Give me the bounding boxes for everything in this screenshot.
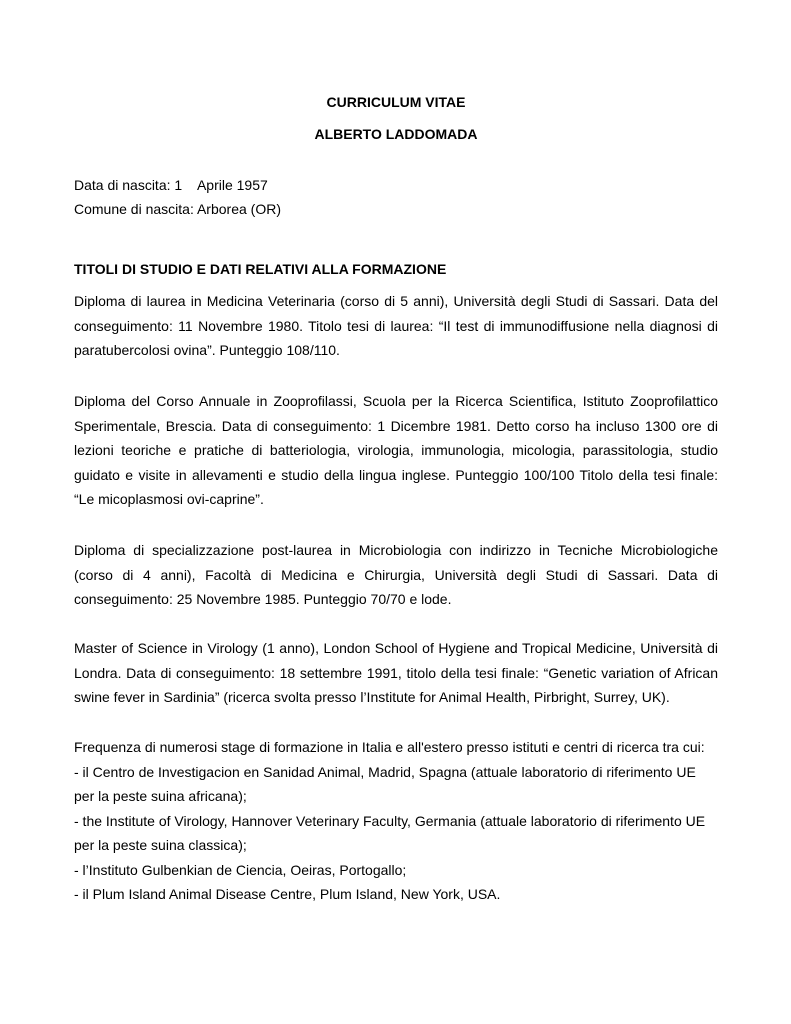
- person-name: ALBERTO LADDOMADA: [314, 126, 478, 142]
- list-item: - il Plum Island Animal Disease Centre, Plum Island, New York, USA.: [74, 886, 501, 902]
- birth-place: Comune di nascita: Arborea (OR): [74, 201, 281, 217]
- paragraph-specializzazione: Diploma di specializzazione post-laurea in Microbiologia con indirizzo in Tecniche Microbiologiche (corso di 4 anni), Facoltà di Medicina e Chirurgia, Università degli Studi di Sassari. Data di conseguimento: 25 Novembre 1985. Punteggio 70/70 e lode.: [74, 542, 718, 607]
- paragraph-master: Master of Science in Virology (1 anno), London School of Hygiene and Tropical Medicine, Università di Londra. Data di conseguimento: 18 settembre 1991, titolo della tesi finale: “Genetic variation of African swine fever in Sardinia” (ricerca svolta presso l’Institute for Animal Health, Pirbright, Surrey, UK).: [74, 640, 718, 705]
- list-item: - il Centro de Investigacion en Sanidad Animal, Madrid, Spagna (attuale laboratorio di riferimento UE per la peste suina africana);: [74, 763, 696, 804]
- cv-page: [74, 0, 718, 1024]
- list-item: - the Institute of Virology, Hannover Veterinary Faculty, Germania (attuale laboratorio di riferimento UE per la peste suina classica);: [74, 812, 706, 853]
- birth-date: Data di nascita: 1 Aprile 1957: [74, 177, 268, 193]
- document-title: CURRICULUM VITAE: [326, 94, 466, 110]
- section-heading: TITOLI DI STUDIO E DATI RELATIVI ALLA FORMAZIONE: [74, 261, 447, 277]
- stage-list: [74, 735, 718, 907]
- paragraph-zooprofilassi: Diploma del Corso Annuale in Zooprofilassi, Scuola per la Ricerca Scientifica, Istituto Zooprofilattico Sperimentale, Brescia. Data di conseguimento: 1 Dicembre 1981. Detto corso ha incluso 1300 ore di lezioni teoriche e pratiche di batteriologia, virologia, immunologia, micologia, parassitologia, studio guidato e visite in allevamenti e studio della lingua inglese. Punteggio 100/100 Titolo della tesi finale: “Le micoplasmosi ovi-caprine”.: [74, 393, 718, 507]
- stage-intro: Frequenza di numerosi stage di formazione in Italia e all'estero presso istituti e centri di ricerca tra cui:: [74, 739, 705, 755]
- paragraph-laurea: Diploma di laurea in Medicina Veterinaria (corso di 5 anni), Università degli Studi di Sassari. Data del conseguimento: 11 Novembre 1980. Titolo tesi di laurea: “Il test di immunodiffusione nella diagnosi di paratubercolosi ovina”. Punteggio 108/110.: [74, 293, 718, 358]
- list-item: - l’Instituto Gulbenkian de Ciencia, Oeiras, Portogallo;: [74, 861, 407, 878]
- personal-info: [74, 173, 718, 221]
